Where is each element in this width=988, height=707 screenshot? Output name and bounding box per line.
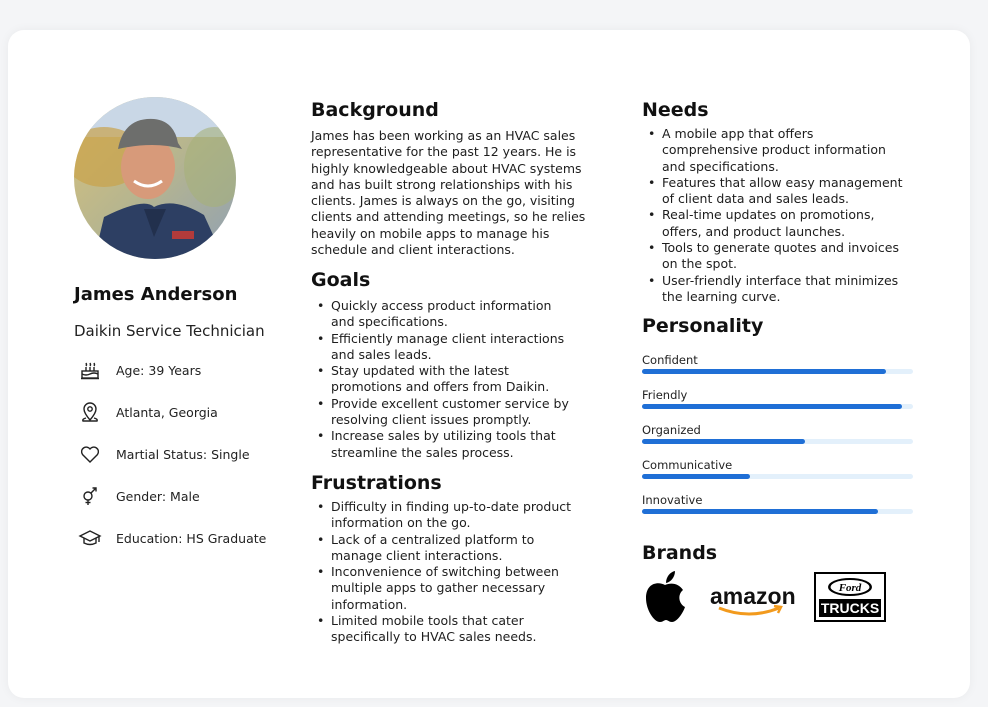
amazon-logo: [709, 582, 797, 622]
persona-name: James Anderson: [74, 284, 238, 305]
list-item: • A mobile app that offers comprehensive product information and specifications.: [642, 126, 932, 175]
info-gender-text: Gender: Male: [116, 488, 200, 504]
trait-fill: [642, 404, 902, 409]
birthday-cake-icon: [78, 358, 102, 382]
list-item: • User-friendly interface that minimizes the learning curve.: [642, 273, 932, 306]
list-item: • Difficulty in finding up-to-date product information on the go.: [311, 499, 611, 532]
trait-label: Friendly: [642, 388, 688, 402]
brands-heading: Brands: [642, 542, 718, 564]
svg-text:Ford: Ford: [838, 582, 862, 594]
list-item: • Stay updated with the latest promotions and offers from Daikin.: [311, 363, 611, 396]
trait-track: [642, 404, 913, 409]
list-item: • Real-time updates on promotions, offers, and product launches.: [642, 207, 932, 240]
background-line: schedule and client interactions.: [311, 242, 515, 258]
info-gender: [78, 483, 200, 509]
info-age: [78, 357, 201, 383]
trait-organized: [642, 423, 913, 444]
frustrations-list: [311, 499, 611, 646]
trait-track: [642, 369, 913, 374]
list-item: • Features that allow easy management of client data and sales leads.: [642, 175, 932, 208]
trait-friendly: [642, 388, 913, 409]
info-education: [78, 525, 266, 551]
trait-label: Organized: [642, 423, 701, 437]
needs-heading: Needs: [642, 99, 709, 121]
goals-heading: Goals: [311, 269, 371, 291]
list-item: • Provide excellent customer service by resolving client issues promptly.: [311, 396, 611, 429]
info-age-text: Age: 39 Years: [116, 362, 202, 378]
trait-fill: [642, 474, 750, 479]
personality-heading: Personality: [642, 315, 764, 337]
list-item: • Tools to generate quotes and invoices on the spot.: [642, 240, 932, 273]
background-line: and has built strong relationships with his: [311, 176, 573, 192]
info-marital-status-text: Martial Status: Single: [116, 446, 250, 462]
trait-fill: [642, 509, 878, 514]
info-location-text: Atlanta, Georgia: [116, 404, 218, 420]
info-location: [78, 399, 218, 425]
trait-track: [642, 474, 913, 479]
list-item: • Lack of a centralized platform to manage client interactions.: [311, 532, 611, 565]
background-line: clients and attending meetings, so he relies: [311, 209, 586, 225]
trait-confident: [642, 353, 913, 374]
list-item: • Efficiently manage client interactions and sales leads.: [311, 331, 611, 364]
apple-logo: [642, 571, 688, 627]
background-text: [311, 128, 611, 258]
background-line: representative for the past 12 years. He is: [311, 144, 577, 160]
location-pin-icon: [78, 400, 102, 424]
trait-label: Communicative: [642, 458, 733, 472]
trait-label: Confident: [642, 353, 698, 367]
background-line: James has been working as an HVAC sales: [311, 128, 576, 143]
background-line: highly knowledgeable about HVAC systems: [311, 160, 582, 176]
info-marital-status: [78, 441, 250, 467]
background-line: heavily on mobile apps to manage his: [311, 225, 550, 241]
persona-role: Daikin Service Technician: [74, 322, 265, 340]
frustrations-heading: Frustrations: [311, 472, 442, 494]
trait-track: [642, 509, 913, 514]
background-heading: Background: [311, 99, 439, 121]
gender-icon: [78, 484, 102, 508]
goals-list: [311, 298, 611, 461]
profile-photo: [74, 97, 236, 259]
trait-label: Innovative: [642, 493, 703, 507]
trait-innovative: [642, 493, 913, 514]
info-education-text: Education: HS Graduate: [116, 530, 267, 546]
needs-list: [642, 126, 932, 305]
list-item: • Quickly access product information and specifications.: [311, 298, 611, 331]
svg-text:TRUCKS: TRUCKS: [820, 600, 880, 616]
background-line: clients. James is always on the go, visiting: [311, 193, 575, 209]
trait-fill: [642, 369, 886, 374]
list-item: • Increase sales by utilizing tools that streamline the sales process.: [311, 428, 611, 461]
trait-communicative: [642, 458, 913, 479]
list-item: • Limited mobile tools that cater specifically to HVAC sales needs.: [311, 613, 611, 646]
heart-icon: [78, 442, 102, 466]
svg-text:amazon: amazon: [710, 583, 796, 609]
ford-trucks-logo: [814, 572, 886, 626]
graduation-cap-icon: [78, 526, 102, 550]
list-item: • Inconvenience of switching between multiple apps to gather necessary information.: [311, 564, 611, 613]
trait-fill: [642, 439, 805, 444]
trait-track: [642, 439, 913, 444]
